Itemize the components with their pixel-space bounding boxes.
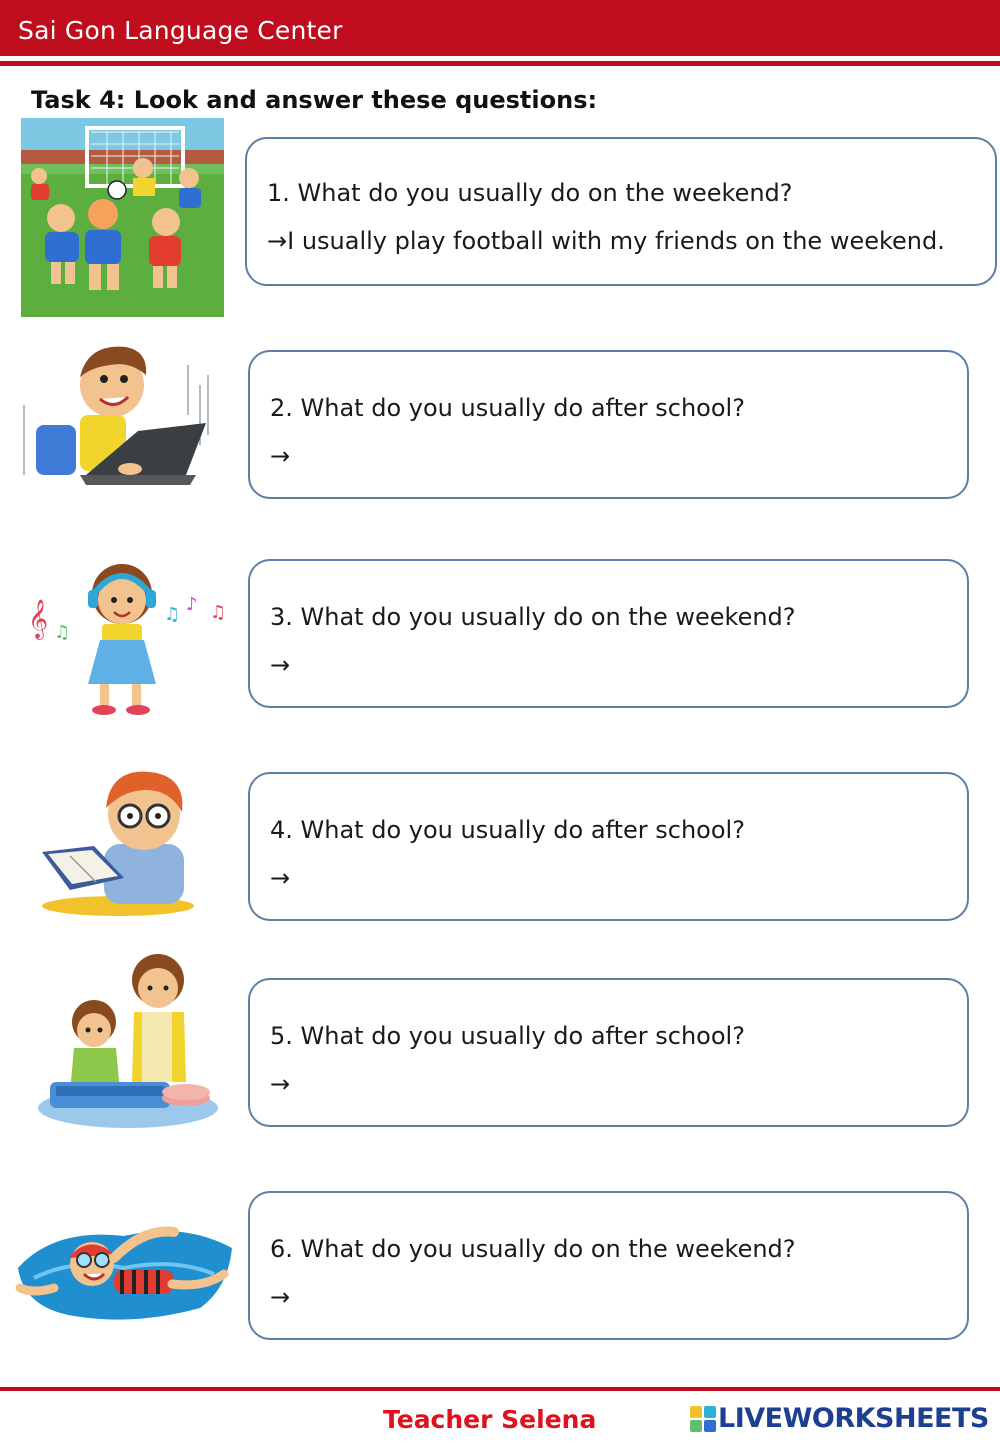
- svg-text:♪: ♪: [186, 594, 198, 615]
- answer-input[interactable]: [290, 1283, 930, 1311]
- question-box-5: [248, 978, 969, 1127]
- football-picture: [21, 118, 224, 317]
- question-box-6: [248, 1191, 969, 1340]
- question-box-1: [245, 137, 997, 286]
- svg-text:♫: ♫: [164, 604, 181, 625]
- question-box-4: [248, 772, 969, 921]
- liveworksheets-logo: [690, 1403, 989, 1434]
- washing-dishes-picture: [36, 952, 220, 1130]
- answer-line: [270, 1070, 930, 1098]
- swimming-boy-picture: [14, 1218, 236, 1326]
- arrow-icon: →: [267, 227, 288, 255]
- task-title: Task 4: Look and answer these questions:: [31, 86, 598, 114]
- answer-line: [270, 1283, 930, 1311]
- reading-boy-picture: [40, 768, 196, 918]
- music-girl-picture: [24, 560, 232, 720]
- answer-line: [270, 651, 930, 679]
- svg-text:𝄞: 𝄞: [28, 599, 49, 639]
- answer-input[interactable]: [290, 442, 930, 470]
- question-text: 3. What do you usually do on the weekend?: [270, 603, 796, 631]
- question-text: 2. What do you usually do after school?: [270, 394, 745, 422]
- laptop-boy-picture: [20, 335, 215, 495]
- header-divider: [0, 61, 1000, 66]
- question-text: 5. What do you usually do after school?: [270, 1022, 745, 1050]
- question-box-2: [248, 350, 969, 499]
- liveworksheets-brand: LIVEWORKSHEETS: [718, 1403, 989, 1434]
- header-title: Sai Gon Language Center: [18, 16, 343, 45]
- question-text: 1. What do you usually do on the weekend?: [267, 179, 793, 207]
- answer-line: [270, 442, 930, 470]
- question-box-3: [248, 559, 969, 708]
- arrow-icon: →: [270, 864, 291, 892]
- answer-text[interactable]: I usually play football with my friends on the weekend.: [287, 227, 945, 255]
- question-text: 4. What do you usually do after school?: [270, 816, 745, 844]
- arrow-icon: →: [270, 1070, 291, 1098]
- answer-input[interactable]: [290, 651, 930, 679]
- teacher-name: Teacher Selena: [383, 1405, 597, 1434]
- header-bar: [0, 0, 1000, 56]
- answer-line: [267, 227, 945, 255]
- arrow-icon: →: [270, 651, 291, 679]
- liveworksheets-logo-icon: [690, 1406, 716, 1432]
- svg-text:♫: ♫: [54, 622, 71, 643]
- arrow-icon: →: [270, 1283, 291, 1311]
- answer-input[interactable]: [290, 864, 930, 892]
- footer-divider: [0, 1387, 1000, 1391]
- answer-line: [270, 864, 930, 892]
- question-text: 6. What do you usually do on the weekend?: [270, 1235, 796, 1263]
- arrow-icon: →: [270, 442, 291, 470]
- answer-input[interactable]: [290, 1070, 930, 1098]
- svg-text:♫: ♫: [210, 602, 227, 623]
